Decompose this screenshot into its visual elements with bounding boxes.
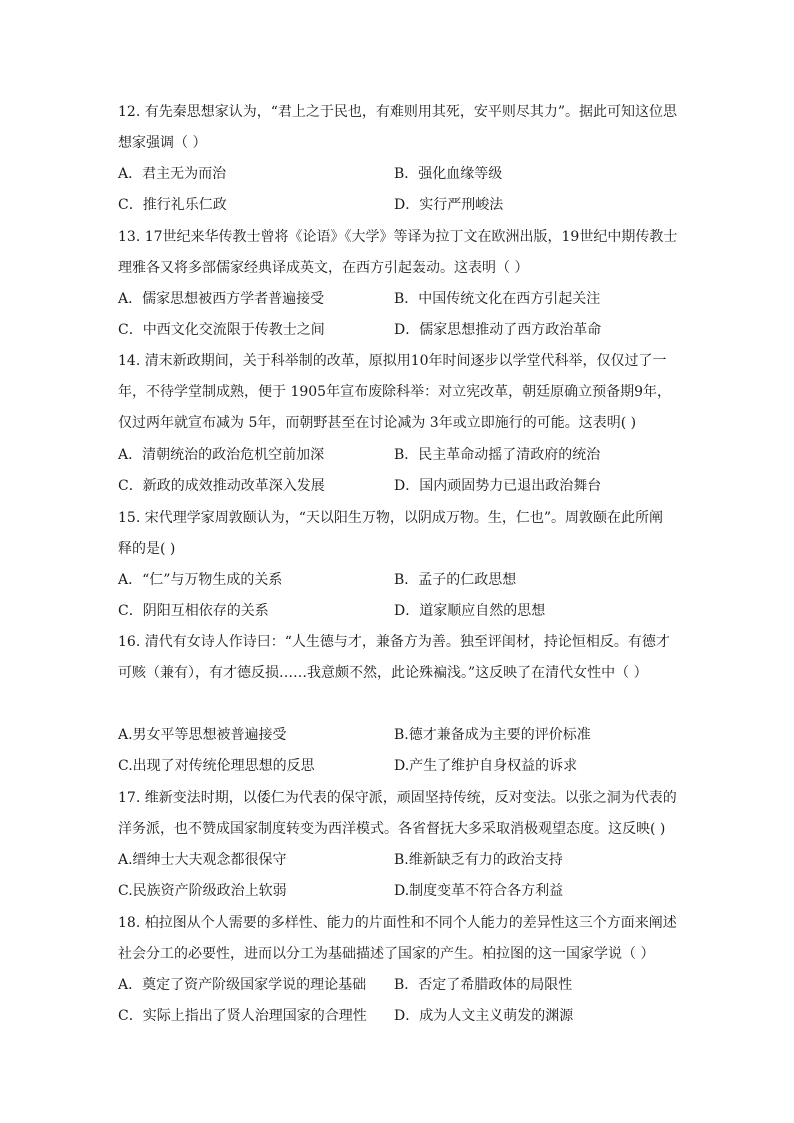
question-17-stem xyxy=(118,783,678,845)
question-text-line: 年，不待学堂制成熟，便于 1905年宣布废除科举：对立宪改革，朝廷原确立预备期9年， xyxy=(118,384,671,400)
option-c[interactable]: C．阴阳互相依存的关系 xyxy=(118,603,269,619)
option-a[interactable]: A．奠定了资产阶级国家学说的理论基础 xyxy=(118,977,367,993)
option-c[interactable]: C.民族资产阶级政治上软弱 xyxy=(118,883,287,899)
option-d[interactable]: D．国内顽固势力已退出政治舞台 xyxy=(394,478,602,494)
option-d[interactable]: D.制度变革不符合各方利益 xyxy=(394,883,564,899)
question-12-options xyxy=(118,159,678,221)
question-13-options xyxy=(118,284,678,346)
question-12-stem xyxy=(118,97,678,159)
question-text-line: 社会分工的必要性，进而以分工为基础描述了国家的产生。柏拉图的这一国家学说（ ） xyxy=(118,946,655,962)
question-16-options xyxy=(118,720,678,782)
question-text-line: 释的是( ) xyxy=(118,541,176,557)
option-a[interactable]: A．儒家思想被西方学者普遍接受 xyxy=(118,291,325,307)
option-d[interactable]: D．道家顺应自然的思想 xyxy=(394,603,546,619)
option-d[interactable]: D.产生了维护自身权益的诉求 xyxy=(394,758,578,774)
question-text-line: 16. 清代有女诗人作诗曰：“人生德与才，兼备方为善。独至评闺材，持论恒相反。有德才 xyxy=(118,634,670,650)
option-a[interactable]: A．君主无为而治 xyxy=(118,166,227,182)
question-text-line: 12. 有先秦思想家认为，“君上之于民也，有难则用其死，安平则尽其力”。据此可知这位思 xyxy=(118,104,678,120)
question-text-line: 15. 宋代理学家周敦颐认为，“天以阳生万物，以阴成万物。生，仁也”。周敦颐在此所阐 xyxy=(118,510,664,526)
option-c[interactable]: C.出现了对传统伦理思想的反思 xyxy=(118,758,315,774)
option-c[interactable]: C．中西文化交流限于传教士之间 xyxy=(118,322,325,338)
question-text-line: 洋务派，也不赞成国家制度转变为西洋模式。各省督抚大多采取消极观望态度。这反映( ) xyxy=(118,821,666,837)
question-text-line: 18. 柏拉图从个人需要的多样性、能力的片面性和不同个人能力的差异性这三个方面来阐述 xyxy=(118,915,677,931)
option-b[interactable]: B.维新缺乏有力的政治支持 xyxy=(394,852,563,868)
question-14-options xyxy=(118,440,678,502)
question-14-stem xyxy=(118,346,678,439)
option-a[interactable]: A.缙绅士大夫观念都很保守 xyxy=(118,852,287,868)
question-15-stem xyxy=(118,503,678,565)
question-text-line: 理雅各又将多部儒家经典译成英文，在西方引起轰动。这表明（ ） xyxy=(118,260,529,276)
question-15-options xyxy=(118,565,678,627)
question-18-options xyxy=(118,970,678,1032)
option-b[interactable]: B．强化血缘等级 xyxy=(394,166,503,182)
option-b[interactable]: B．否定了希腊政体的局限性 xyxy=(394,977,573,993)
option-d[interactable]: D．实行严刑峻法 xyxy=(394,197,504,213)
option-a[interactable]: A．“仁”与万物生成的关系 xyxy=(118,572,283,588)
option-b[interactable]: B．中国传统文化在西方引起关注 xyxy=(394,291,601,307)
option-d[interactable]: D．成为人文主义萌发的渊源 xyxy=(394,1008,574,1024)
question-text-line: 仅过两年就宣布减为 5年，而朝野甚至在讨论减为 3年或立即施行的可能。这表明( ) xyxy=(118,415,637,431)
question-text-line: 想家强调（ ） xyxy=(118,135,207,151)
option-c[interactable]: C．推行礼乐仁政 xyxy=(118,197,227,213)
question-13-stem xyxy=(118,222,678,284)
option-b[interactable]: B.德才兼备成为主要的评价标准 xyxy=(394,727,591,743)
question-text-line: 14. 清末新政期间，关于科举制的改革，原拟用10年时间逐步以学堂代科举，仅仅过了一 xyxy=(118,353,667,369)
option-a[interactable]: A．清朝统治的政治危机空前加深 xyxy=(118,447,325,463)
question-text-line: 17. 维新变法时期，以倭仁为代表的保守派，顽固坚持传统，反对变法。以张之洞为代表的 xyxy=(118,790,677,806)
option-c[interactable]: C．实际上指出了贤人治理国家的合理性 xyxy=(118,1008,367,1024)
option-d[interactable]: D．儒家思想推动了西方政治革命 xyxy=(394,322,602,338)
question-16-stem xyxy=(118,627,678,689)
option-c[interactable]: C．新政的成效推动改革深入发展 xyxy=(118,478,325,494)
option-b[interactable]: B．民主革命动摇了清政府的统治 xyxy=(394,447,601,463)
option-a[interactable]: A.男女平等思想被普遍接受 xyxy=(118,727,287,743)
question-18-stem xyxy=(118,908,678,970)
question-text-line: 可赅（兼有），有才德反损……我意颇不然，此论殊褊浅。”这反映了在清代女性中（ ） xyxy=(118,665,648,681)
question-17-options xyxy=(118,845,678,907)
question-text-line: 13. 17世纪来华传教士曾将《论语》《大学》等译为拉丁文在欧洲出版，19世纪中期传教士 xyxy=(118,229,678,245)
option-b[interactable]: B．孟子的仁政思想 xyxy=(394,572,517,588)
